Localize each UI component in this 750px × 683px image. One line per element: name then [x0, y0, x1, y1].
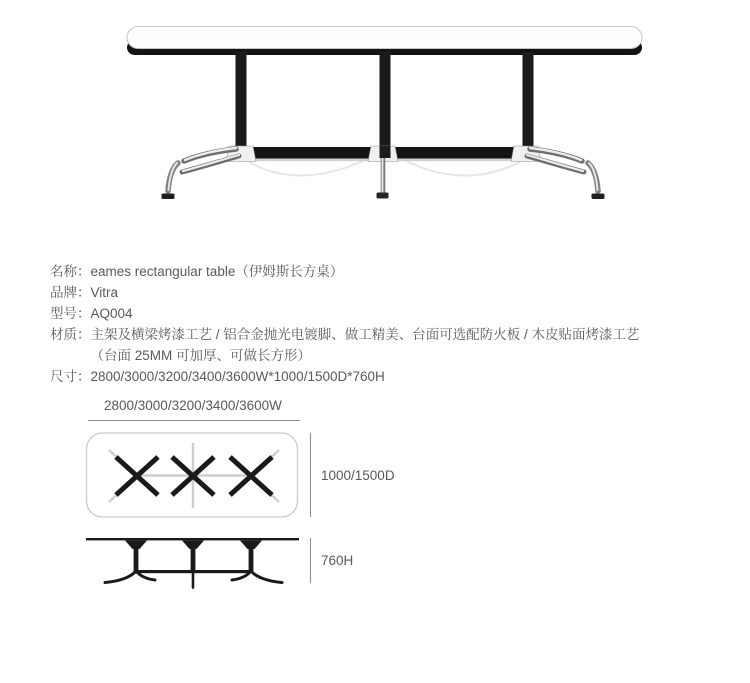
spec-value-line1: 主架及横梁烤漆工艺 / 铝合金抛光电镀脚、做工精美、台面可选配防火板 / 木皮贴面烤漆工艺 [90, 327, 640, 342]
photo-middle-post [377, 158, 389, 199]
spec-value: AQ004 [90, 306, 133, 321]
spec-label: 品牌： [50, 285, 91, 300]
spec-row-material [50, 324, 700, 366]
spec-label: 材质： [50, 327, 91, 342]
spec-row-name [50, 261, 700, 282]
spec-row-size [50, 366, 700, 387]
diagram-top-view [87, 433, 298, 517]
photo-tabletop [127, 27, 642, 56]
dimension-diagram [0, 390, 460, 600]
spec-label: 型号： [50, 306, 91, 321]
spec-list [50, 261, 700, 387]
spec-value: eames rectangular table（伊姆斯长方桌） [90, 264, 344, 279]
photo-columns [236, 52, 534, 158]
spec-row-model [50, 303, 700, 324]
spec-value: 2800/3000/3200/3400/3600W*1000/1500D*760H [90, 369, 385, 384]
spec-label: 名称： [50, 264, 91, 279]
height-dimension-label: 760H [321, 553, 354, 568]
depth-dimension-label: 1000/1500D [321, 468, 395, 483]
spec-value-line2: （台面 25MM 可加厚、可做长方形） [90, 348, 312, 363]
product-photo [0, 0, 750, 215]
spec-value [91, 324, 640, 366]
width-dimension-label: 2800/3000/3200/3400/3600W [104, 398, 282, 413]
spec-row-brand [50, 282, 700, 303]
diagram-side-view [86, 538, 299, 588]
spec-label: 尺寸： [50, 369, 91, 384]
spec-value: Vitra [90, 285, 119, 300]
